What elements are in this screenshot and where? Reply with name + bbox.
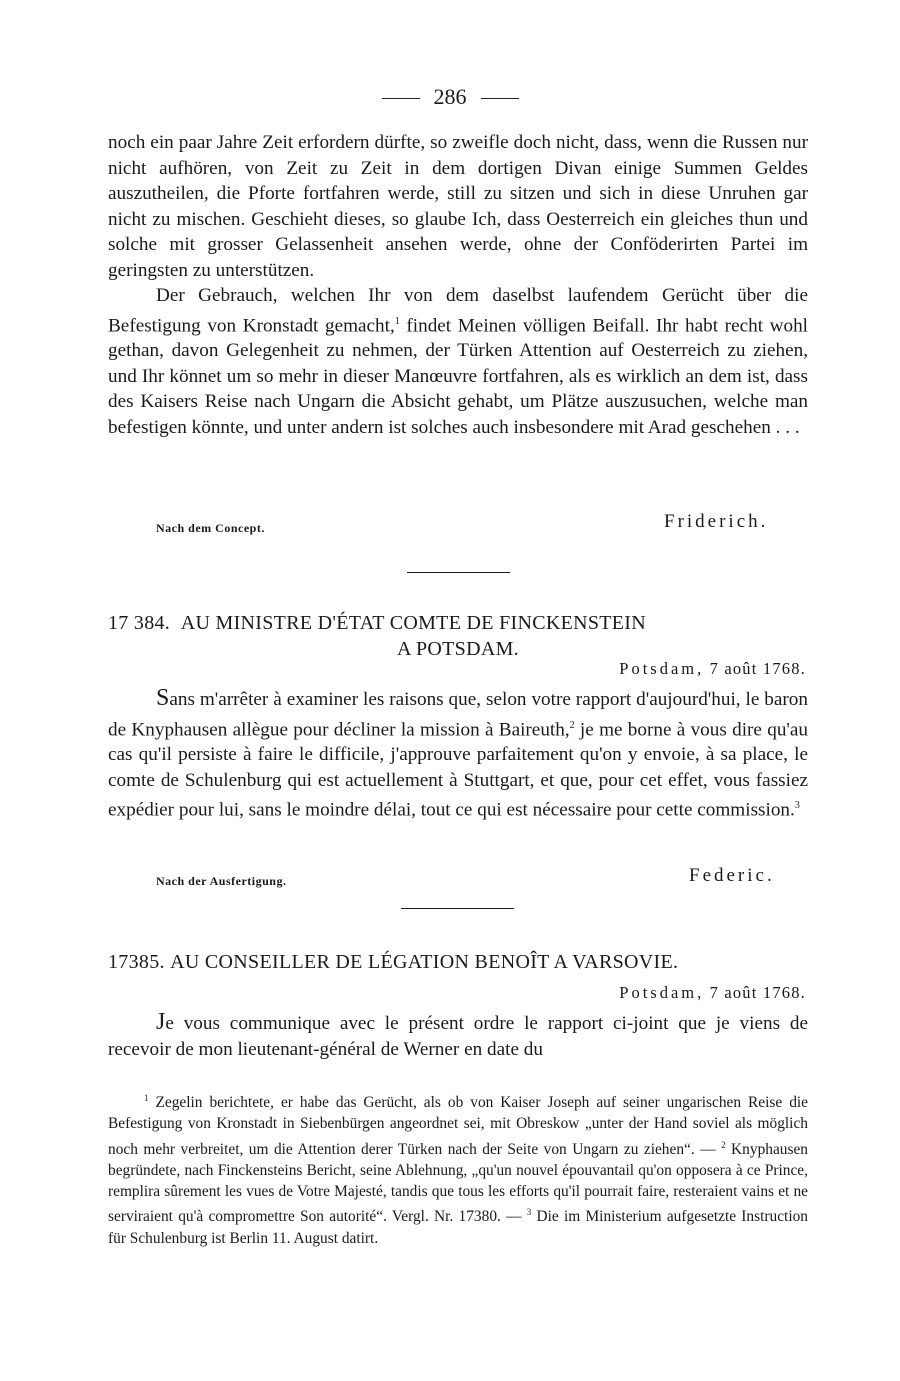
footnote-ref-2: 2 xyxy=(569,719,575,731)
letter-addressee: AU MINISTRE D'ÉTAT COMTE DE FINCKENSTEIN xyxy=(180,612,646,634)
signature: Friderich. xyxy=(664,511,769,532)
footnote-marker-2: 2 xyxy=(721,1139,726,1150)
letter-heading xyxy=(108,949,808,975)
signature: Federic. xyxy=(689,865,775,886)
letter-heading-line-1 xyxy=(108,610,808,636)
letter-heading xyxy=(108,610,808,662)
source-note: Nach dem Concept. xyxy=(156,521,265,535)
footnotes xyxy=(108,1088,808,1249)
page-header xyxy=(0,84,900,110)
footnote-3: Die im Ministerium aufgesetzte Instruction für Schulenburg ist Berlin 11. August datirt. xyxy=(108,1208,808,1247)
footnote-marker-3: 3 xyxy=(526,1207,532,1218)
footnote-1: Zegelin berichtete, er habe das Gerücht, als ob von Kaiser Joseph auf seiner ungarischen Reise die Befestigung von Kronstadt in Siebenbürgen angeordnet sei, mit Obreskow „unter der Hand soviel als möglich noch mehr verbreitet, um die Attention derer Türken nach der Seite von Ungarn zu ziehen“. — xyxy=(108,1094,808,1158)
footnote-ref-1: 1 xyxy=(394,315,400,327)
letter-dateline: Potsdam, 7 août 1768. xyxy=(619,983,806,1002)
footnote-2: Knyphausen begründete, nach Finckensteins Bericht, seine Ablehnung, „qu'un nouvel épouvantail qu'on opposera à ce Prince, remplira sûrement les vues de Votre Majesté, tandis que tous les efforts qu'il pourrait faire, resteraient vains et ne serviraient qu'à compromettre Son autorité“. Vergl. Nr. 17380. — xyxy=(108,1140,808,1226)
header-right-dash xyxy=(481,98,519,99)
continuation-paragraph-2: Der Gebrauch, welchen Ihr von dem daselbst laufendem Gerücht über die Befestigung von Kronstadt gemacht,$^1$ findet Meinen völligen Beifall. Ihr habt recht wohl gethan, davon Gelegenheit zu nehmen, der Türken Attention auf Oesterreich zu ziehen, und Ihr könnet um so mehr in dieser Manœuvre fortfahren, als es wirklich an dem ist, dass des Kaisers Reise nach Ungarn die Absicht gehabt, um Plätze auszusuchen, welche man befestigen könnte, und unter andern ist solches auch insbesondere mit Arad geschehen . . . xyxy=(108,285,809,438)
letter-addressee: AU CONSEILLER DE LÉGATION BENOÎT A VARSOVIE. xyxy=(170,951,679,973)
drop-initial: S xyxy=(156,685,170,711)
letter-number: 17 384. xyxy=(108,612,171,634)
drop-initial: J xyxy=(156,1009,166,1035)
footnote-ref-3: 3 xyxy=(794,800,800,812)
section-divider xyxy=(401,908,514,909)
letter-dateline: Potsdam, 7 août 1768. xyxy=(619,659,806,678)
continuation-text xyxy=(108,130,808,440)
footnote-block xyxy=(108,1088,808,1249)
letter-body xyxy=(108,1010,808,1062)
letter-body xyxy=(108,686,808,823)
footnote-marker-1: 1 xyxy=(144,1093,149,1103)
letter-body-paragraph: Sans m'arrêter à examiner les raisons que, selon votre rapport d'aujourd'hui, le baron de Knyphausen allègue pour décliner la mission à Baireuth,$^2$ je me borne à vous dire qu'au cas qu'il persiste à faire le difficile, j'approuve parfaitement qu'on y envoie, à sa place, le comte de Schulenburg qui est actuellement à Stuttgart, et que, pour cet effet, vous fassiez expédier pour lui, sans le moindre délai, tout ce qui est nécessaire pour cette commission.$^3$ xyxy=(108,685,808,821)
letter-heading-line-2: A POTSDAM. xyxy=(397,638,519,660)
continuation-paragraph-1: noch ein paar Jahre Zeit erfordern dürfte, so zweifle doch nicht, dass, wenn die Russen nur nicht aufhören, von Zeit zu Zeit in dem dortigen Divan einige Summen Geldes auszutheilen, die Pforte fortfahren werde, still zu sitzen und sich in diese Unruhen gar nicht zu mischen. Geschieht dieses, so glaube Ich, dass Oesterreich ein gleiches thun und solche mit grosser Gelassenheit ansehen werde, ohne der Conföderirten Partei im geringsten zu unterstützen. xyxy=(108,132,808,281)
page-number: 286 xyxy=(433,84,467,109)
letter-body-paragraph: Je vous communique avec le présent ordre le rapport ci-joint que je viens de recevoir de mon lieutenant-général de Werner en date du xyxy=(108,1009,808,1060)
header-left-dash xyxy=(382,98,420,99)
letter-number: 17385. xyxy=(108,951,165,973)
source-note: Nach der Ausfertigung. xyxy=(156,874,287,888)
section-divider xyxy=(407,572,510,573)
